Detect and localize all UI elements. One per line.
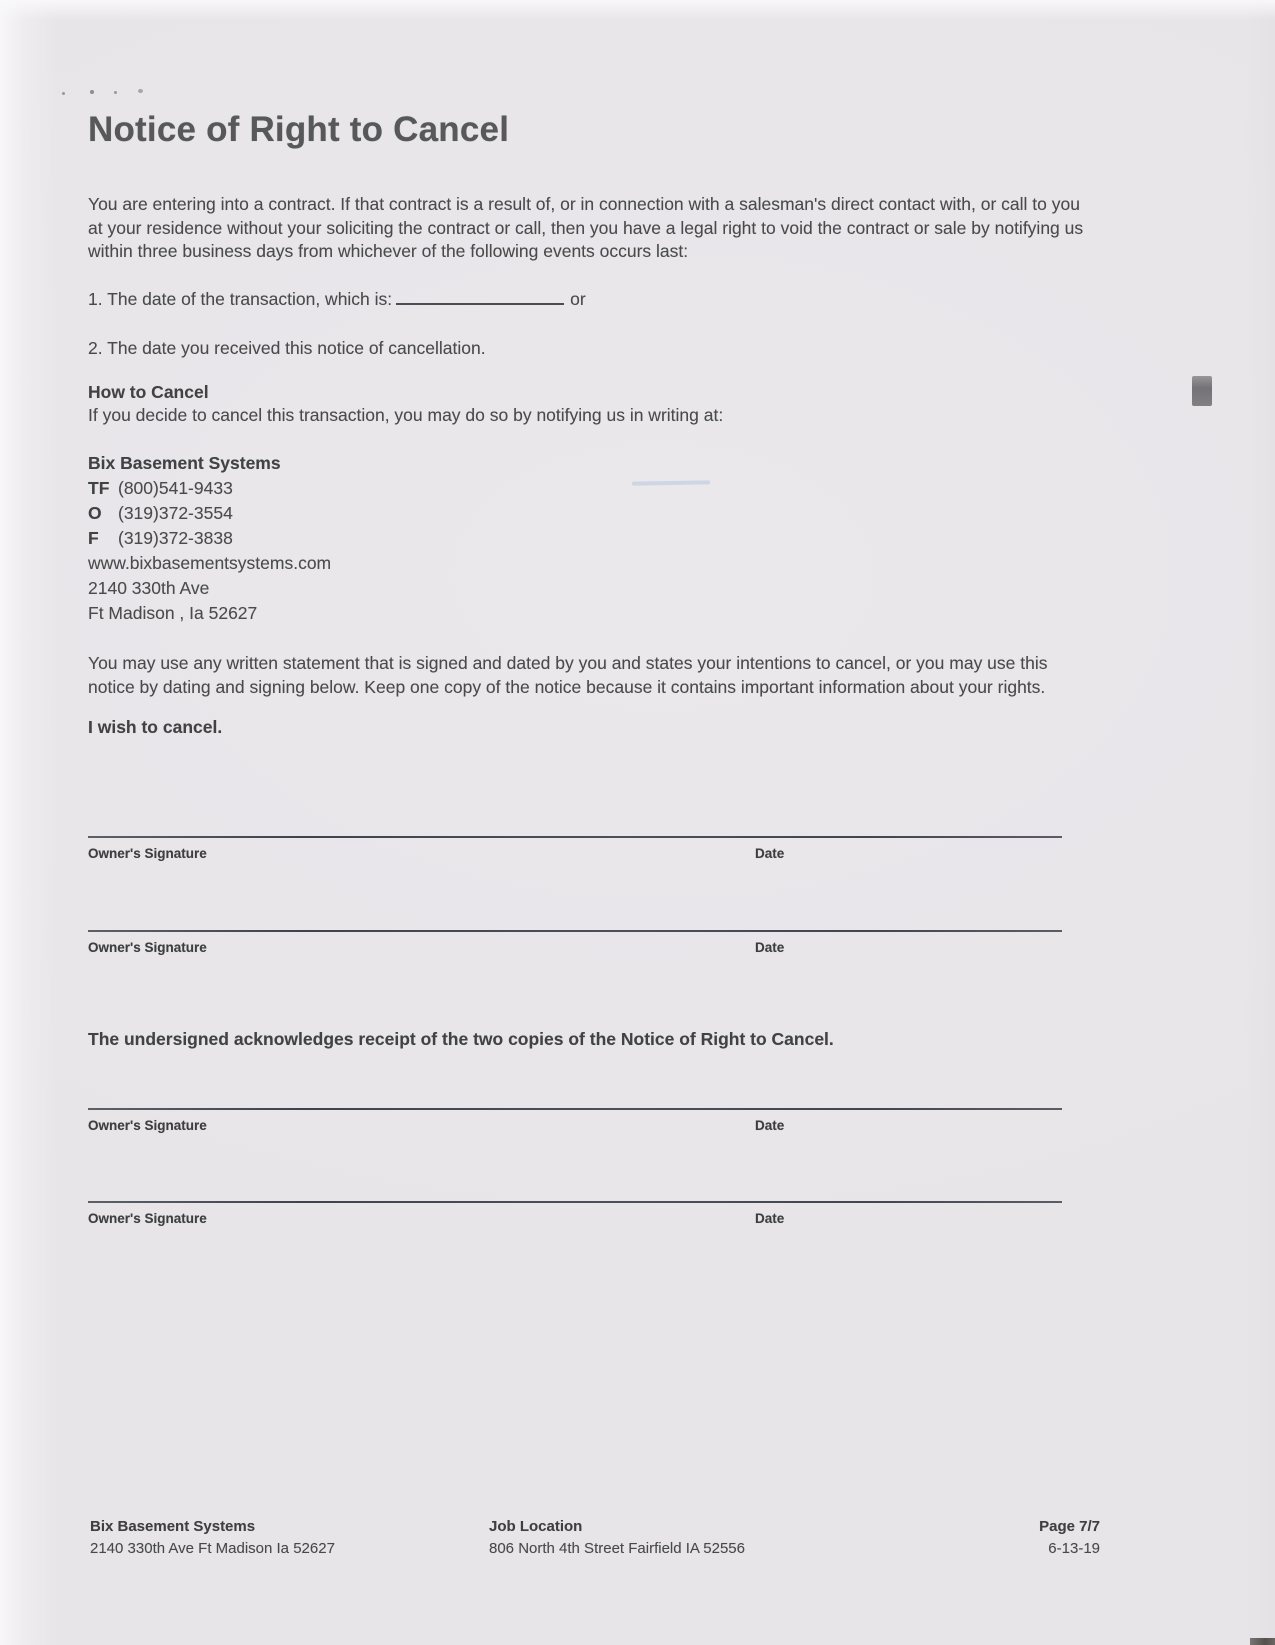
date-label: Date	[755, 1118, 785, 1133]
written-statement-paragraph: You may use any written statement that is signed and dated by you and states your intentions to cancel, or you may use this notice by dating and signing below. Keep one copy of the notice because it contains important information about your rights.	[88, 653, 1048, 697]
footer-company-name: Bix Basement Systems	[90, 1518, 256, 1535]
transaction-date-or-text: or	[570, 289, 586, 309]
page-title: Notice of Right to Cancel	[88, 110, 510, 149]
signature-block-3	[88, 1108, 1062, 1136]
footer-company-column	[90, 1516, 335, 1560]
company-website: www.bixbasementsystems.com	[88, 553, 332, 573]
fax-label: F	[88, 528, 99, 548]
company-address-street: 2140 330th Ave	[88, 578, 210, 598]
transaction-date-label: 1. The date of the transaction, which is:	[88, 289, 393, 309]
transaction-date-blank-line	[396, 289, 564, 305]
signature-block-2	[88, 930, 1062, 958]
scan-edge-artifact	[1192, 376, 1212, 406]
company-fax-line	[88, 526, 331, 551]
footer-page-number: Page 7/7	[1039, 1518, 1100, 1535]
scan-pen-smudge	[632, 480, 710, 485]
office-number: (319)372-3554	[118, 503, 233, 523]
tollfree-number: (800)541-9433	[118, 478, 233, 498]
how-to-cancel-body: If you decide to cancel this transaction, you may do so by notifying us in writing at:	[88, 405, 724, 425]
company-name: Bix Basement Systems	[88, 453, 281, 473]
date-label: Date	[755, 1211, 785, 1226]
owner-signature-label: Owner's Signature	[88, 846, 207, 861]
how-to-cancel-heading: How to Cancel	[88, 382, 209, 402]
tollfree-label: TF	[88, 478, 110, 498]
i-wish-to-cancel-heading: I wish to cancel.	[88, 717, 223, 737]
owner-signature-label: Owner's Signature	[88, 1118, 207, 1133]
owner-signature-label: Owner's Signature	[88, 1211, 207, 1226]
signature-line	[88, 836, 1062, 838]
owner-signature-label: Owner's Signature	[88, 940, 207, 955]
footer-page-column	[1039, 1516, 1100, 1560]
received-notice-line: 2. The date you received this notice of cancellation.	[88, 338, 486, 358]
footer-company-address: 2140 330th Ave Ft Madison Ia 52627	[90, 1540, 335, 1557]
signature-line	[88, 1108, 1062, 1110]
signature-line	[88, 1201, 1062, 1203]
date-label: Date	[755, 940, 785, 955]
company-office-line	[88, 501, 331, 526]
company-contact-block	[88, 451, 331, 626]
footer-job-location-label: Job Location	[489, 1518, 583, 1535]
fax-number: (319)372-3838	[118, 528, 233, 548]
company-tollfree-line	[88, 476, 331, 501]
acknowledgment-heading: The undersigned acknowledges receipt of the two copies of the Notice of Right to Cancel.	[88, 1029, 834, 1049]
office-label: O	[88, 503, 102, 523]
date-label: Date	[755, 846, 785, 861]
transaction-date-line	[88, 288, 788, 312]
signature-block-4	[88, 1201, 1062, 1229]
signature-line	[88, 930, 1062, 932]
scan-speckle-artifacts	[62, 88, 152, 98]
footer-job-location-address: 806 North 4th Street Fairfield IA 52556	[489, 1540, 745, 1557]
intro-paragraph: You are entering into a contract. If that contract is a result of, or in connection with a salesman's direct contact with, or call to you at your residence without your soliciting the contract or call, then you have a legal right to void the contract or sale by notifying us within three business days from whichever of the following events occurs last:	[88, 194, 1084, 261]
signature-block-1	[88, 836, 1062, 864]
scan-corner-artifact	[1250, 1638, 1275, 1645]
footer-date: 6-13-19	[1048, 1540, 1100, 1557]
footer-job-location-column	[489, 1516, 745, 1560]
company-address-city: Ft Madison , Ia 52627	[88, 603, 258, 623]
